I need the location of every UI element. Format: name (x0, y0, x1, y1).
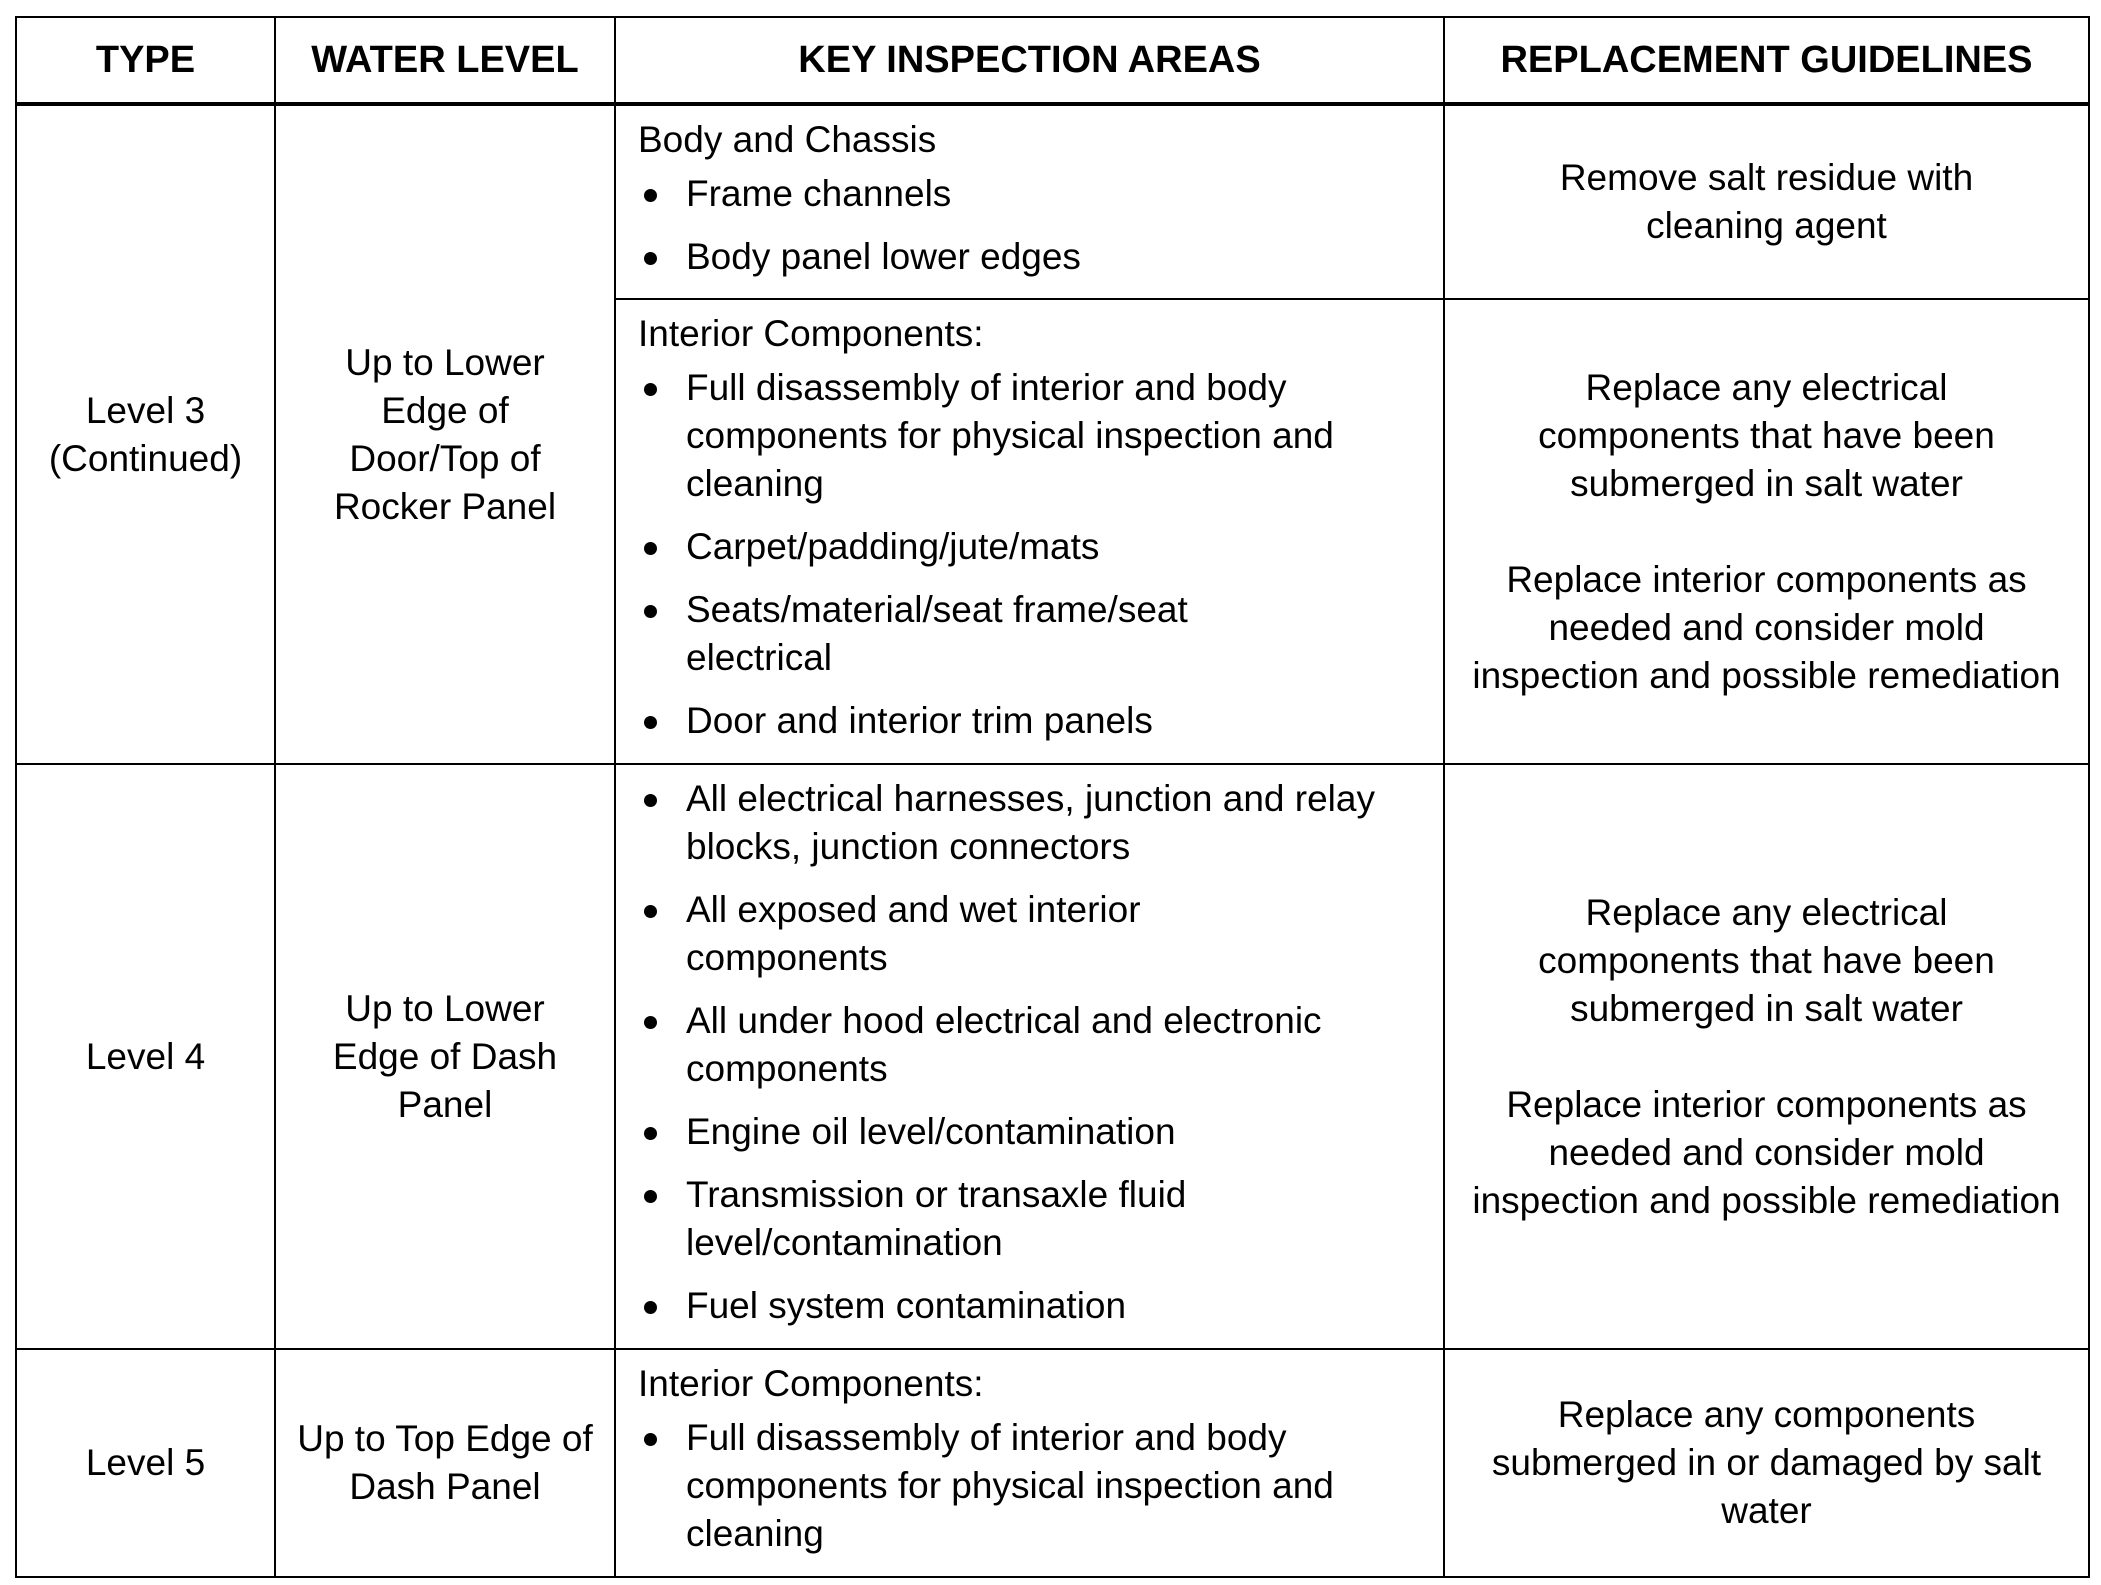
type-cell (16, 104, 275, 764)
header-key-inspection-areas: KEY INSPECTION AREAS (615, 17, 1444, 104)
guidelines-cell (1444, 1349, 2089, 1577)
guidelines-cell (1444, 104, 2089, 299)
section-heading: Interior Components: (638, 1363, 984, 1404)
guideline-text: Remove salt residue with cleaning agent (1559, 157, 1974, 246)
inspection-list (638, 1414, 1423, 1558)
water-level-level-5: Up to Top Edge of Dash Panel (297, 1418, 593, 1507)
list-item: All exposed and wet interior components (638, 886, 1423, 982)
water-level-level-3: Up to Lower Edge of Door/Top of Rocker Panel (333, 341, 557, 527)
inspection-areas-cell (615, 1349, 1444, 1577)
list-item: Transmission or transaxle fluid level/contamination (638, 1171, 1423, 1267)
inspection-areas-cell (615, 299, 1444, 764)
type-level-3: Level 3 (Continued) (48, 389, 243, 479)
inspection-list (638, 364, 1423, 745)
inspection-guidelines-table (15, 16, 2090, 1578)
list-item: Fuel system contamination (638, 1282, 1423, 1330)
inspection-list (638, 775, 1423, 1330)
header-row (16, 17, 2089, 104)
header-replacement-guidelines: REPLACEMENT GUIDELINES (1444, 17, 2089, 104)
list-item: Body panel lower edges (638, 233, 1423, 281)
water-level-cell (275, 764, 615, 1349)
header-type: TYPE (16, 17, 275, 104)
table-row (16, 104, 2089, 299)
type-cell (16, 1349, 275, 1577)
list-item: All under hood electrical and electronic components (638, 997, 1423, 1093)
water-level-cell (275, 1349, 615, 1577)
guideline-text: Replace interior components as needed and consider mold inspection and possible remediation (1472, 558, 2061, 696)
inspection-areas-cell (615, 104, 1444, 299)
water-level-level-4: Up to Lower Edge of Dash Panel (332, 987, 558, 1125)
type-level-5: Level 5 (85, 1442, 206, 1483)
guideline-text: Replace any electrical components that have been submerged in salt water (1538, 366, 1995, 504)
list-item: Door and interior trim panels (638, 697, 1423, 745)
type-level-4: Level 4 (85, 1035, 206, 1077)
table-row (16, 764, 2089, 1349)
list-item: Carpet/padding/jute/mats (638, 523, 1423, 571)
header-water-level: WATER LEVEL (275, 17, 615, 104)
list-item: Engine oil level/contamination (638, 1108, 1423, 1156)
section-heading: Interior Components: (638, 313, 984, 354)
section-heading: Body and Chassis (638, 119, 937, 160)
guidelines-cell (1444, 764, 2089, 1349)
guidelines-cell (1444, 299, 2089, 764)
water-level-cell (275, 104, 615, 764)
list-item: Full disassembly of interior and body components for physical inspection and cleaning (638, 1414, 1423, 1558)
list-item: Seats/material/seat frame/seat electrical (638, 586, 1423, 682)
guideline-text: Replace any components submerged in or damaged by salt water (1491, 1394, 2042, 1531)
guideline-text: Replace any electrical components that have been submerged in salt water (1538, 891, 1995, 1029)
inspection-list (638, 170, 1423, 281)
inspection-areas-cell (615, 764, 1444, 1349)
table-row (16, 1349, 2089, 1577)
list-item: Frame channels (638, 170, 1423, 218)
list-item: Full disassembly of interior and body components for physical inspection and cleaning (638, 364, 1423, 508)
type-cell (16, 764, 275, 1349)
list-item: All electrical harnesses, junction and relay blocks, junction connectors (638, 775, 1423, 871)
guideline-text: Replace interior components as needed and consider mold inspection and possible remediation (1472, 1083, 2061, 1221)
